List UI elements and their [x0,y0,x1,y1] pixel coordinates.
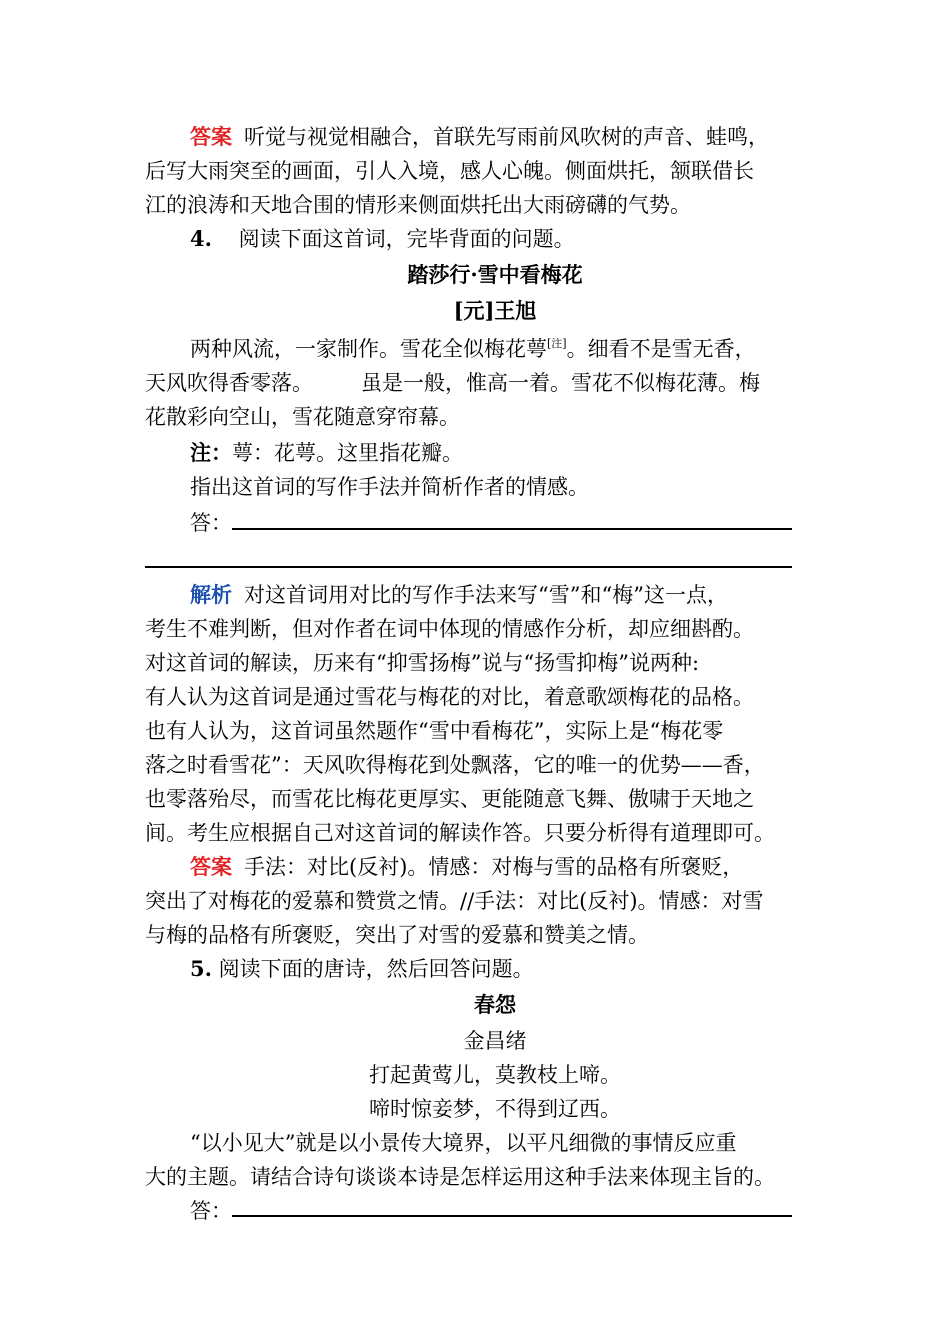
poem-5-author: 金昌绪 [463,1029,527,1053]
question-4-task: 指出这首词的写作手法并简析作者的情感。 [190,475,589,499]
analysis-paragraph-line-5: 也有人认为，这首词虽然题作“雪中看梅花”，实际上是“梅花零 [145,719,724,743]
analysis-paragraph-line-6: 落之时看雪花”：天风吹得梅花到处飘落，它的唯一的优势——香， [145,753,765,777]
poem-5-line-1: 打起黄莺儿，莫教枝上啼。 [369,1063,621,1087]
poem-text-line-3: 花散彩向空山，雪花随意穿帘幕。 [145,405,460,429]
analysis-paragraph-line-8: 间。考生应根据自己对这首词的解读作答。只要分析得有道理即可。 [145,821,775,845]
answer-blank-line-3[interactable] [232,1215,792,1217]
answer-tag: 答案 [190,124,232,149]
note-marker: [注] [547,337,567,350]
question-5-prompt: 5. 阅读下面的唐诗，然后回答问题。 [190,956,534,981]
poem-author: [元]王旭 [453,298,537,323]
analysis-tag: 解析 [190,582,232,607]
question-5-task-line-1: “以小见大”就是以小景传大境界，以平凡细微的事情反应重 [190,1131,737,1155]
answer-blank-line-2[interactable] [145,566,792,568]
poem-5-title: 春怨 [474,992,516,1017]
analysis-paragraph-line-4: 有人认为这首词是通过雪花与梅花的对比，着意歌颂梅花的品格。 [145,685,754,709]
question-4-prompt: 4. 阅读下面这首词，完毕背面的问题。 [190,226,575,251]
analysis-paragraph-line-7: 也零落殆尽，而雪花比梅花更厚实、更能随意飞舞、傲啸于天地之 [145,787,754,811]
question-5-task-line-2: 大的主题。请结合诗句谈谈本诗是怎样运用这种手法来体现主旨的。 [145,1165,775,1189]
answer-tag: 答案 [190,854,232,879]
analysis-paragraph-line-3: 对这首词的解读，历来有“抑雪扬梅”说与“扬雪抑梅”说两种: [145,651,700,675]
answer-label-5: 答： [190,1199,232,1223]
answer-paragraph-3-line-2: 后写大雨突至的画面，引人入境，感人心魄。侧面烘托，颔联借长 [145,159,754,183]
answer-blank-line-1[interactable] [232,528,792,530]
answer-paragraph-4-line-1: 答案 手法：对比(反衬)。情感：对梅与雪的品格有所褒贬， [190,854,744,879]
answer-paragraph-3-line-1: 答案 听觉与视觉相融合，首联先写雨前风吹树的声音、蛙鸣， [190,124,769,149]
answer-paragraph-4-line-3: 与梅的品格有所褒贬，突出了对雪的爱慕和赞美之情。 [145,923,649,947]
poem-text-line-1: 两种风流，一家制作。雪花全似梅花萼[注]。细看不是雪无香， [190,337,756,361]
answer-label-4: 答： [190,511,232,535]
answer-paragraph-3-line-3: 江的浪涛和天地合围的情形来侧面烘托出大雨磅礴的气势。 [145,193,691,217]
poem-title: 踏莎行·雪中看梅花 [407,262,583,287]
poem-5-line-2: 啼时惊妾梦，不得到辽西。 [369,1097,621,1121]
analysis-paragraph-line-1: 解析 对这首词用对比的写作手法来写“雪”和“梅”这一点， [190,582,728,607]
poem-text-line-2: 天风吹得香零落。 虽是一般，惟高一着。雪花不似梅花薄。梅 [145,371,760,395]
poem-note: 注：萼：花萼。这里指花瓣。 [190,440,463,465]
answer-paragraph-4-line-2: 突出了对梅花的爱慕和赞赏之情。//手法：对比(反衬)。情感：对雪 [145,889,764,913]
analysis-paragraph-line-2: 考生不难判断，但对作者在词中体现的情感作分析，却应细斟酌。 [145,617,754,641]
